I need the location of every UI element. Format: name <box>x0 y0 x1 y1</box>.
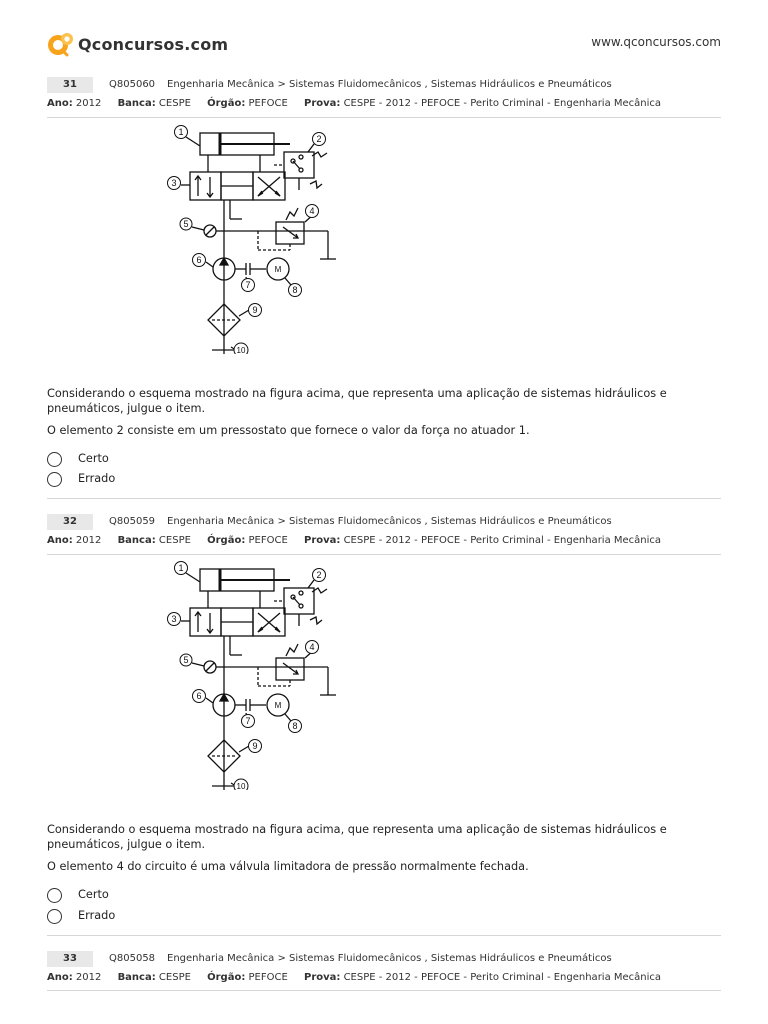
question-number: 33 <box>47 951 93 967</box>
divider <box>47 554 721 555</box>
svg-text:7: 7 <box>245 716 251 726</box>
svg-text:6: 6 <box>196 255 202 265</box>
callout-3 <box>168 177 181 190</box>
hydraulic-circuit-diagram <box>160 124 340 354</box>
callout-9 <box>249 740 262 753</box>
callout-1 <box>175 126 188 139</box>
svg-text:1: 1 <box>178 127 184 137</box>
question-subject: Engenharia Mecânica > Sistemas Fluidomecânicos , Sistemas Hidráulicos e Pneumáticos <box>167 79 612 90</box>
callout-2 <box>313 133 326 146</box>
question-header <box>47 514 721 556</box>
logo-text[interactable]: Qconcursos.com <box>78 35 229 54</box>
question-id[interactable]: Q805058 <box>109 953 156 964</box>
question-id[interactable]: Q805059 <box>109 516 156 527</box>
site-url-link[interactable]: www.qconcursos.com <box>591 35 721 49</box>
svg-text:7: 7 <box>245 280 251 290</box>
motor-label: M <box>274 265 282 274</box>
svg-text:10: 10 <box>236 782 246 790</box>
callout-6 <box>193 254 206 267</box>
question-info: Ano: 2012 Banca: CESPE Órgão: PEFOCE Prova: CESPE - 2012 - PEFOCE - Perito Criminal - Engenharia Mecânica <box>47 98 662 109</box>
callout-10 <box>234 343 248 354</box>
divider <box>47 117 721 118</box>
question-subject: Engenharia Mecânica > Sistemas Fluidomecânicos , Sistemas Hidráulicos e Pneumáticos <box>167 516 612 527</box>
motor-label: M <box>274 701 282 710</box>
question-statement: O elemento 2 consiste em um pressostato que fornece o valor da força no atuador 1. <box>47 424 530 437</box>
page-header <box>47 30 721 62</box>
question-info: Ano: 2012 Banca: CESPE Órgão: PEFOCE Prova: CESPE - 2012 - PEFOCE - Perito Criminal - Engenharia Mecânica <box>47 972 662 983</box>
callout-5 <box>180 218 192 230</box>
divider <box>47 990 721 991</box>
svg-text:10: 10 <box>236 346 246 354</box>
radio-button[interactable] <box>47 909 62 924</box>
callout-1 <box>175 562 188 575</box>
callout-3 <box>168 613 181 626</box>
svg-text:8: 8 <box>292 285 298 295</box>
option-label[interactable]: Errado <box>78 472 116 485</box>
question-context: Considerando o esquema mostrado na figura acima, que representa uma aplicação de sistemas hidráulicos e pneumáticos, julgue o item. <box>47 823 667 851</box>
question-number: 31 <box>47 77 93 93</box>
option-label[interactable]: Certo <box>78 452 109 465</box>
svg-text:5: 5 <box>183 655 189 665</box>
question-statement: O elemento 4 do circuito é uma válvula limitadora de pressão normalmente fechada. <box>47 860 529 873</box>
callout-9 <box>249 304 262 317</box>
svg-text:2: 2 <box>316 570 322 580</box>
radio-button[interactable] <box>47 452 62 467</box>
callout-10 <box>234 779 248 790</box>
svg-text:4: 4 <box>309 642 315 652</box>
callout-7 <box>242 279 255 292</box>
option-label[interactable]: Certo <box>78 888 109 901</box>
hydraulic-circuit-diagram <box>160 560 340 790</box>
callout-7 <box>242 715 255 728</box>
svg-text:1: 1 <box>178 563 184 573</box>
svg-text:2: 2 <box>316 134 322 144</box>
callout-4 <box>306 205 319 218</box>
svg-text:9: 9 <box>252 741 258 751</box>
question-subject: Engenharia Mecânica > Sistemas Fluidomecânicos , Sistemas Hidráulicos e Pneumáticos <box>167 953 612 964</box>
question-number: 32 <box>47 514 93 530</box>
callout-8 <box>289 284 302 297</box>
question-header <box>47 77 721 119</box>
divider <box>47 498 721 499</box>
question-id[interactable]: Q805060 <box>109 79 156 90</box>
option-label[interactable]: Errado <box>78 909 116 922</box>
radio-button[interactable] <box>47 888 62 903</box>
svg-text:4: 4 <box>309 206 315 216</box>
svg-text:3: 3 <box>171 178 177 188</box>
callout-6 <box>193 690 206 703</box>
svg-text:9: 9 <box>252 305 258 315</box>
svg-text:8: 8 <box>292 721 298 731</box>
svg-text:3: 3 <box>171 614 177 624</box>
callout-4 <box>306 641 319 654</box>
svg-text:5: 5 <box>183 219 189 229</box>
callout-8 <box>289 720 302 733</box>
callout-5 <box>180 654 192 666</box>
divider <box>47 935 721 936</box>
question-header <box>47 951 721 993</box>
qconcursos-logo-icon <box>47 31 75 59</box>
question-info: Ano: 2012 Banca: CESPE Órgão: PEFOCE Prova: CESPE - 2012 - PEFOCE - Perito Criminal - Engenharia Mecânica <box>47 535 662 546</box>
callout-2 <box>313 569 326 582</box>
question-context: Considerando o esquema mostrado na figura acima, que representa uma aplicação de sistemas hidráulicos e pneumáticos, julgue o item. <box>47 387 667 415</box>
svg-text:6: 6 <box>196 691 202 701</box>
radio-button[interactable] <box>47 472 62 487</box>
